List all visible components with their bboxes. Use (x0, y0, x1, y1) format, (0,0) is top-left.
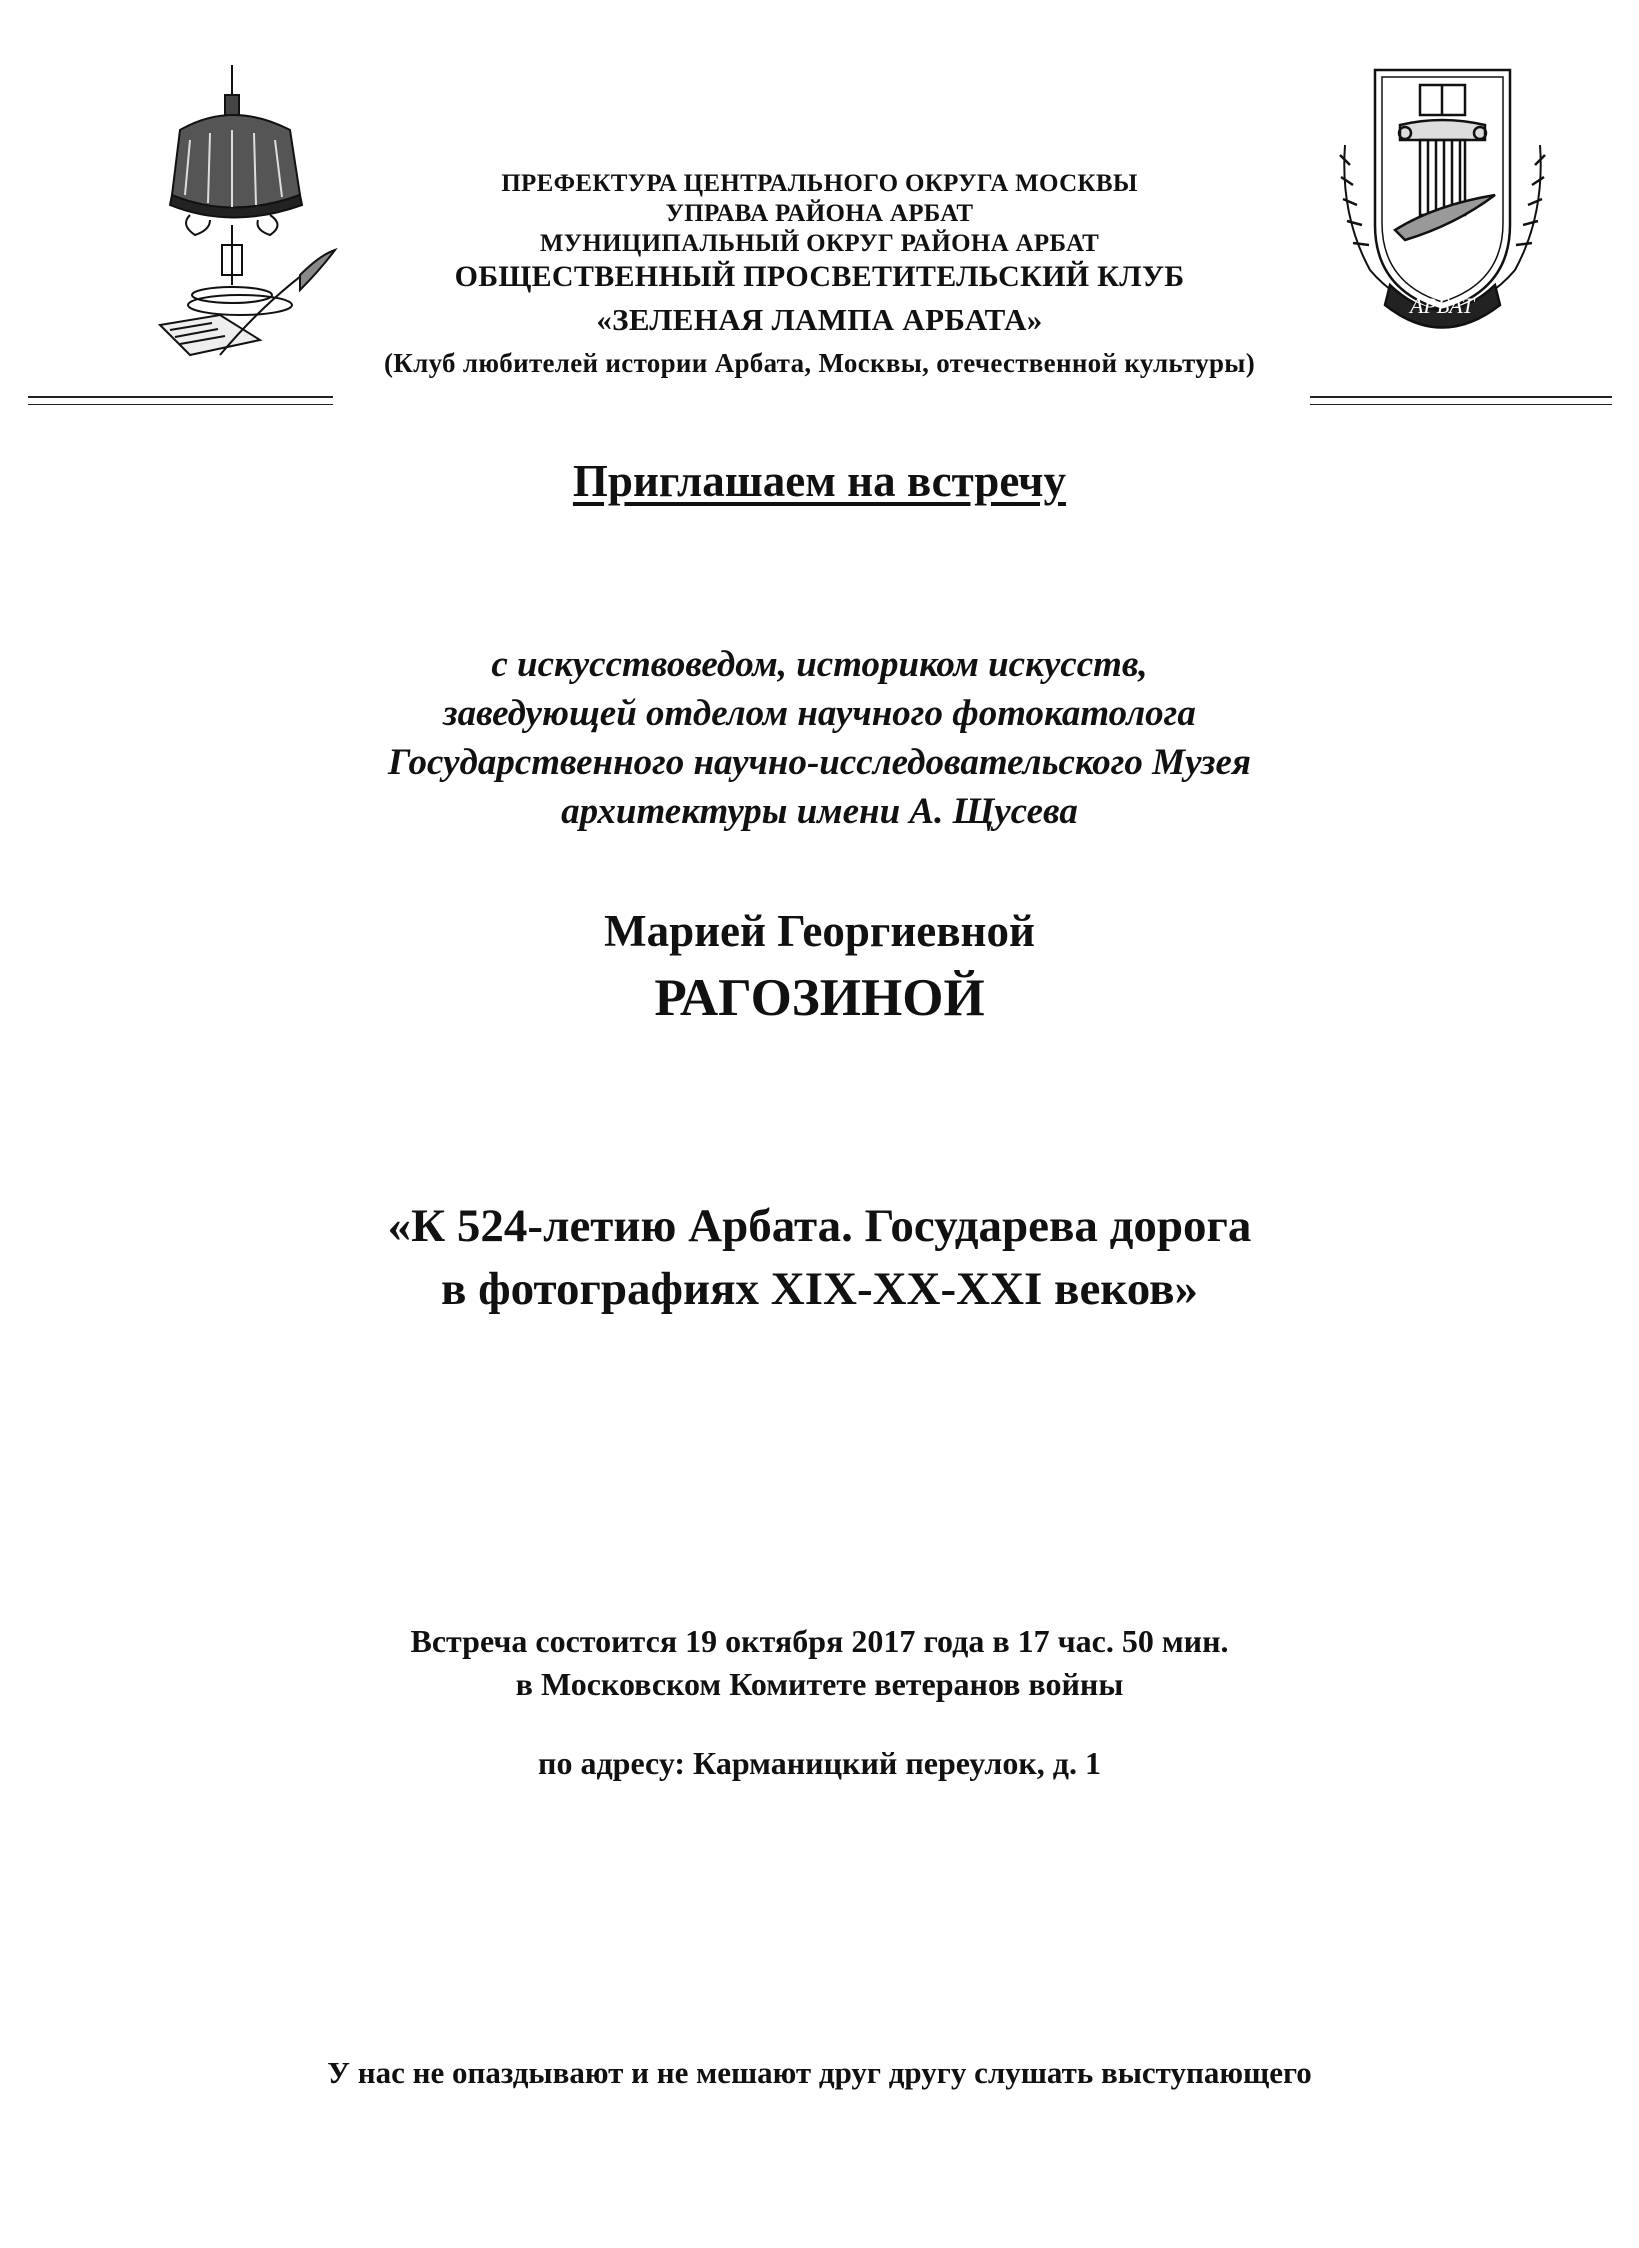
header-rule-left (28, 396, 333, 398)
lecture-topic-line: «К 524-летию Арбата. Государева дорога (387, 1200, 1252, 1252)
invitation-heading-wrap (0, 455, 1639, 507)
speaker-desc-line: архитектуры имени А. Щусева (561, 791, 1078, 832)
invitation-heading: Приглашаем на встречу (572, 456, 1067, 506)
header-club: ОБЩЕСТВЕННЫЙ ПРОСВЕТИТЕЛЬСКИЙ КЛУБ (454, 260, 1185, 293)
header-rule-left-thin (28, 404, 333, 405)
speaker-name: Марией Георгиевной (604, 906, 1035, 956)
meeting-datetime: Встреча состоится 19 октября 2017 года в 17 час. 50 мин. (410, 1623, 1229, 1659)
speaker-description (0, 640, 1639, 836)
emblem-banner-text: АРБАТ (1409, 293, 1475, 318)
speaker-desc-line: с искусствоведом, историком искусств, (491, 644, 1148, 685)
header-uprava: УПРАВА РАЙОНА АРБАТ (665, 200, 974, 227)
meeting-details (0, 1620, 1639, 1706)
header-prefecture: ПРЕФЕКТУРА ЦЕНТРАЛЬНОГО ОКРУГА МОСКВЫ (501, 170, 1138, 197)
meeting-venue: в Московском Комитете ветеранов войны (515, 1666, 1124, 1702)
footer-note: У нас не опаздывают и не мешают друг другу слушать выступающего (327, 2055, 1312, 2090)
header-club-name: «ЗЕЛЕНАЯ ЛАМПА АРБАТА» (596, 302, 1043, 337)
speaker-surname: РАГОЗИНОЙ (654, 969, 985, 1027)
meeting-address: по адресу: Карманицкий переулок, д. 1 (538, 1745, 1101, 1781)
header-club-subtitle: (Клуб любителей истории Арбата, Москвы, отечественной культуры) (384, 348, 1255, 378)
lecture-topic-line: в фотографиях XIX-XX-XXI веков» (441, 1263, 1198, 1315)
speaker-desc-line: заведующей отделом научного фотокатолога (443, 693, 1196, 734)
header-rule-right-thin (1310, 404, 1612, 405)
header-municipal: МУНИЦИПАЛЬНЫЙ ОКРУГ РАЙОНА АРБАТ (539, 230, 1100, 257)
speaker-desc-line: Государственного научно-исследовательского Музея (388, 742, 1251, 783)
lecture-topic (0, 1195, 1639, 1321)
header-rule-right (1310, 396, 1612, 398)
